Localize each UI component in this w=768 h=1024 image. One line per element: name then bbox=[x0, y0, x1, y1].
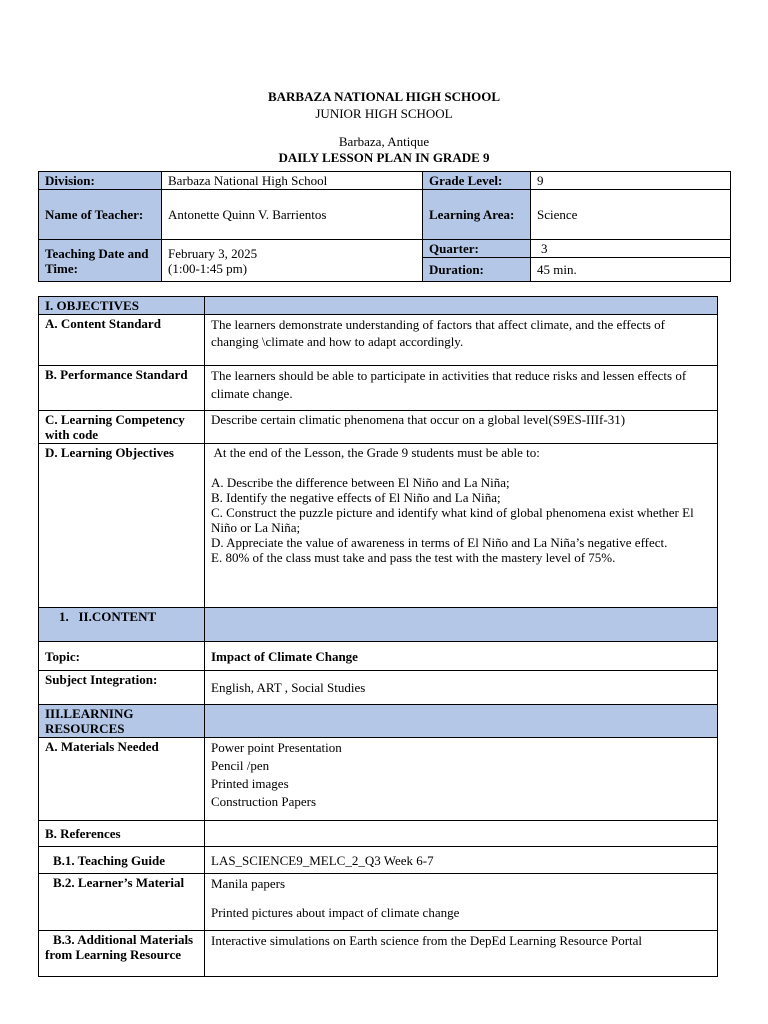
learner-material-value bbox=[205, 874, 718, 931]
topic-value: Impact of Climate Change bbox=[205, 642, 718, 671]
info-table bbox=[38, 171, 731, 282]
topic-label: Topic: bbox=[39, 642, 205, 671]
content-heading-number: 1. bbox=[59, 609, 69, 624]
grade-label: Grade Level: bbox=[423, 172, 531, 190]
area-label: Learning Area: bbox=[423, 190, 531, 240]
learner-material-label bbox=[39, 874, 205, 931]
teacher-label: Name of Teacher: bbox=[39, 190, 162, 240]
objective-item: E. 80% of the class must take and pass the test with the mastery level of 75%. bbox=[211, 550, 616, 565]
references-label: B. References bbox=[39, 821, 205, 847]
lesson-table bbox=[38, 296, 718, 977]
grade-value: 9 bbox=[531, 172, 731, 190]
date-value-time: (1:00-1:45 pm) bbox=[168, 260, 248, 276]
learning-objectives-value bbox=[205, 444, 718, 608]
performance-standard-label: B. Performance Standard bbox=[39, 366, 205, 411]
objective-item: A. Describe the difference between El Niño and La Niña; bbox=[211, 475, 510, 490]
integration-value: English, ART , Social Studies bbox=[205, 671, 718, 705]
objectives-heading: I. OBJECTIVES bbox=[39, 297, 205, 315]
division-value: Barbaza National High School bbox=[162, 172, 423, 190]
plan-title: DAILY LESSON PLAN IN GRADE 9 bbox=[278, 150, 490, 165]
quarter-value: 3 bbox=[531, 240, 731, 258]
resources-heading: III.LEARNING RESOURCES bbox=[39, 705, 205, 738]
competency-value: Describe certain climatic phenomena that occur on a global level(S9ES-IIIf-31) bbox=[205, 411, 718, 444]
performance-standard-value: The learners should be able to participate in activities that reduce risks and lessen effects of climate change. bbox=[205, 366, 718, 411]
additional-materials-label-text: B.3. Additional Materials from Learning Resource bbox=[45, 932, 194, 962]
material-item: Printed images bbox=[211, 776, 289, 791]
school-location: Barbaza, Antique bbox=[338, 134, 430, 149]
content-heading bbox=[39, 608, 205, 642]
objective-item: C. Construct the puzzle picture and identify what kind of global phenomena exist whether El Niño or La Niña; bbox=[211, 505, 694, 535]
material-item: Pencil /pen bbox=[211, 758, 270, 773]
date-label: Teaching Date and Time: bbox=[39, 240, 162, 282]
content-standard-label: A. Content Standard bbox=[39, 315, 205, 366]
learner-material-label-text: B.2. Learner’s Material bbox=[53, 875, 185, 890]
learning-objectives-label: D. Learning Objectives bbox=[39, 444, 205, 608]
material-item: Power point Presentation bbox=[211, 740, 342, 755]
material-item: Construction Papers bbox=[211, 794, 317, 809]
school-name: BARBAZA NATIONAL HIGH SCHOOL bbox=[267, 89, 500, 104]
content-standard-value: The learners demonstrate understanding of factors that affect climate, and the effects of changing \climate and how to adapt accordingly. bbox=[205, 315, 718, 366]
additional-materials-value: Interactive simulations on Earth science from the DepEd Learning Resource Portal bbox=[205, 931, 718, 977]
teaching-guide-value: LAS_SCIENCE9_MELC_2_Q3 Week 6-7 bbox=[205, 847, 718, 874]
learner-material-item: Printed pictures about impact of climate change bbox=[211, 905, 460, 920]
date-value-date: February 3, 2025 bbox=[168, 245, 258, 261]
learner-material-item: Manila papers bbox=[211, 876, 286, 891]
integration-label: Subject Integration: bbox=[39, 671, 205, 705]
materials-value bbox=[205, 738, 718, 821]
learning-objectives-intro: At the end of the Lesson, the Grade 9 students must be able to: bbox=[211, 445, 540, 460]
area-value: Science bbox=[531, 190, 731, 240]
additional-materials-label bbox=[39, 931, 205, 977]
content-heading-label: II.CONTENT bbox=[78, 609, 157, 624]
duration-value: 45 min. bbox=[531, 258, 731, 282]
duration-label: Duration: bbox=[423, 258, 531, 282]
teaching-guide-label: B.1. Teaching Guide bbox=[39, 847, 205, 874]
quarter-label: Quarter: bbox=[423, 240, 531, 258]
objective-item: D. Appreciate the value of awareness in terms of El Niño and La Niña’s negative effect. bbox=[211, 535, 668, 550]
materials-label: A. Materials Needed bbox=[39, 738, 205, 821]
competency-label: C. Learning Competency with code bbox=[39, 411, 205, 444]
objective-item: B. Identify the negative effects of El Niño and La Niña; bbox=[211, 490, 501, 505]
date-value bbox=[162, 240, 423, 282]
school-level: JUNIOR HIGH SCHOOL bbox=[315, 106, 453, 121]
division-label: Division: bbox=[39, 172, 162, 190]
teacher-value: Antonette Quinn V. Barrientos bbox=[162, 190, 423, 240]
